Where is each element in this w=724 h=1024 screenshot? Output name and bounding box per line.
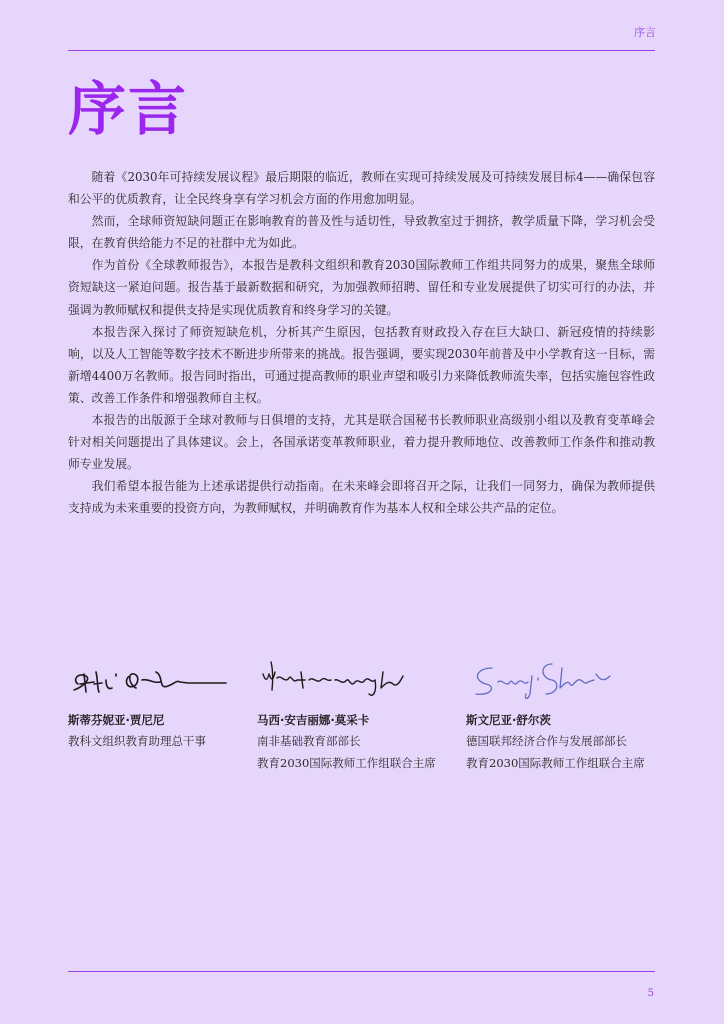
paragraph: 我们希望本报告能为上述承诺提供行动指南。在未来峰会即将召开之际，让我们一同努力，确保为教师提供支持成为未来重要的投资方向，为教师赋权，并明确教育作为基本人权和全球公共产品的定位。	[68, 479, 655, 516]
header-divider	[68, 50, 655, 51]
signatory-name: 斯蒂芬妮亚·贾尼尼	[68, 713, 165, 727]
signatory-role: 教育2030国际教师工作组联合主席	[466, 756, 645, 770]
paragraph: 随着《2030年可持续发展议程》最后期限的临近，教师在实现可持续发展及可持续发展目标4——确保包容和公平的优质教育，让全民终身享有学习机会方面的作用愈加明显。	[68, 170, 655, 207]
signature-image	[466, 650, 626, 706]
paragraph: 本报告深入探讨了师资短缺危机，分析其产生原因，包括教育财政投入存在巨大缺口、新冠疫情的持续影响，以及人工智能等数字技术不断进步所带来的挑战。报告强调，要实现2030年前普及中小学教育这一目标，需新增4400万名教师。报告同时指出，可通过提高教师的职业声望和吸引力来降低教师流失率，包括实施包容性政策、改善工作条件和增强教师自主权。	[68, 324, 655, 405]
page-number: 5	[647, 988, 654, 999]
signatory-role: 德国联邦经济合作与发展部部长	[466, 734, 627, 748]
signatory-name: 马西·安吉丽娜·莫采卡	[257, 713, 370, 727]
signatory-role: 教育2030国际教师工作组联合主席	[257, 756, 436, 770]
signature-image	[257, 650, 417, 706]
paragraph: 然而，全球师资短缺问题正在影响教育的普及性与适切性，导致教室过于拥挤，教学质量下降，学习机会受限，在教育供给能力不足的社群中尤为如此。	[68, 214, 655, 251]
body-text	[68, 166, 655, 520]
running-header: 序言	[634, 26, 656, 39]
paragraph: 作为首份《全球教师报告》，本报告是教科文组织和教育2030国际教师工作组共同努力的成果，聚焦全球师资短缺这一紧迫问题。报告基于最新数据和研究，为加强教师招聘、留任和专业发展提供了切实可行的办法，并强调为教师赋权和提供支持是实现优质教育和终身学习的关键。	[68, 258, 655, 317]
paragraph: 本报告的出版源于全球对教师与日俱增的支持，尤其是联合国秘书长教师职业高级别小组以及教育变革峰会针对相关问题提出了具体建议。会上，各国承诺变革教师职业，着力提升教师地位、改善教师工作条件和推动教师专业发展。	[68, 413, 655, 472]
signature-image	[68, 650, 238, 706]
signatory-motshekga	[257, 650, 436, 774]
page-title: 序言	[68, 75, 189, 143]
footer-divider	[68, 971, 655, 972]
signatory-name: 斯文尼亚·舒尔茨	[466, 713, 551, 727]
signatory-role: 教科文组织教育助理总干事	[68, 734, 206, 748]
signatory-schulze	[466, 650, 645, 774]
signatory-role: 南非基础教育部部长	[257, 734, 361, 748]
signatory-giannini	[68, 650, 238, 752]
